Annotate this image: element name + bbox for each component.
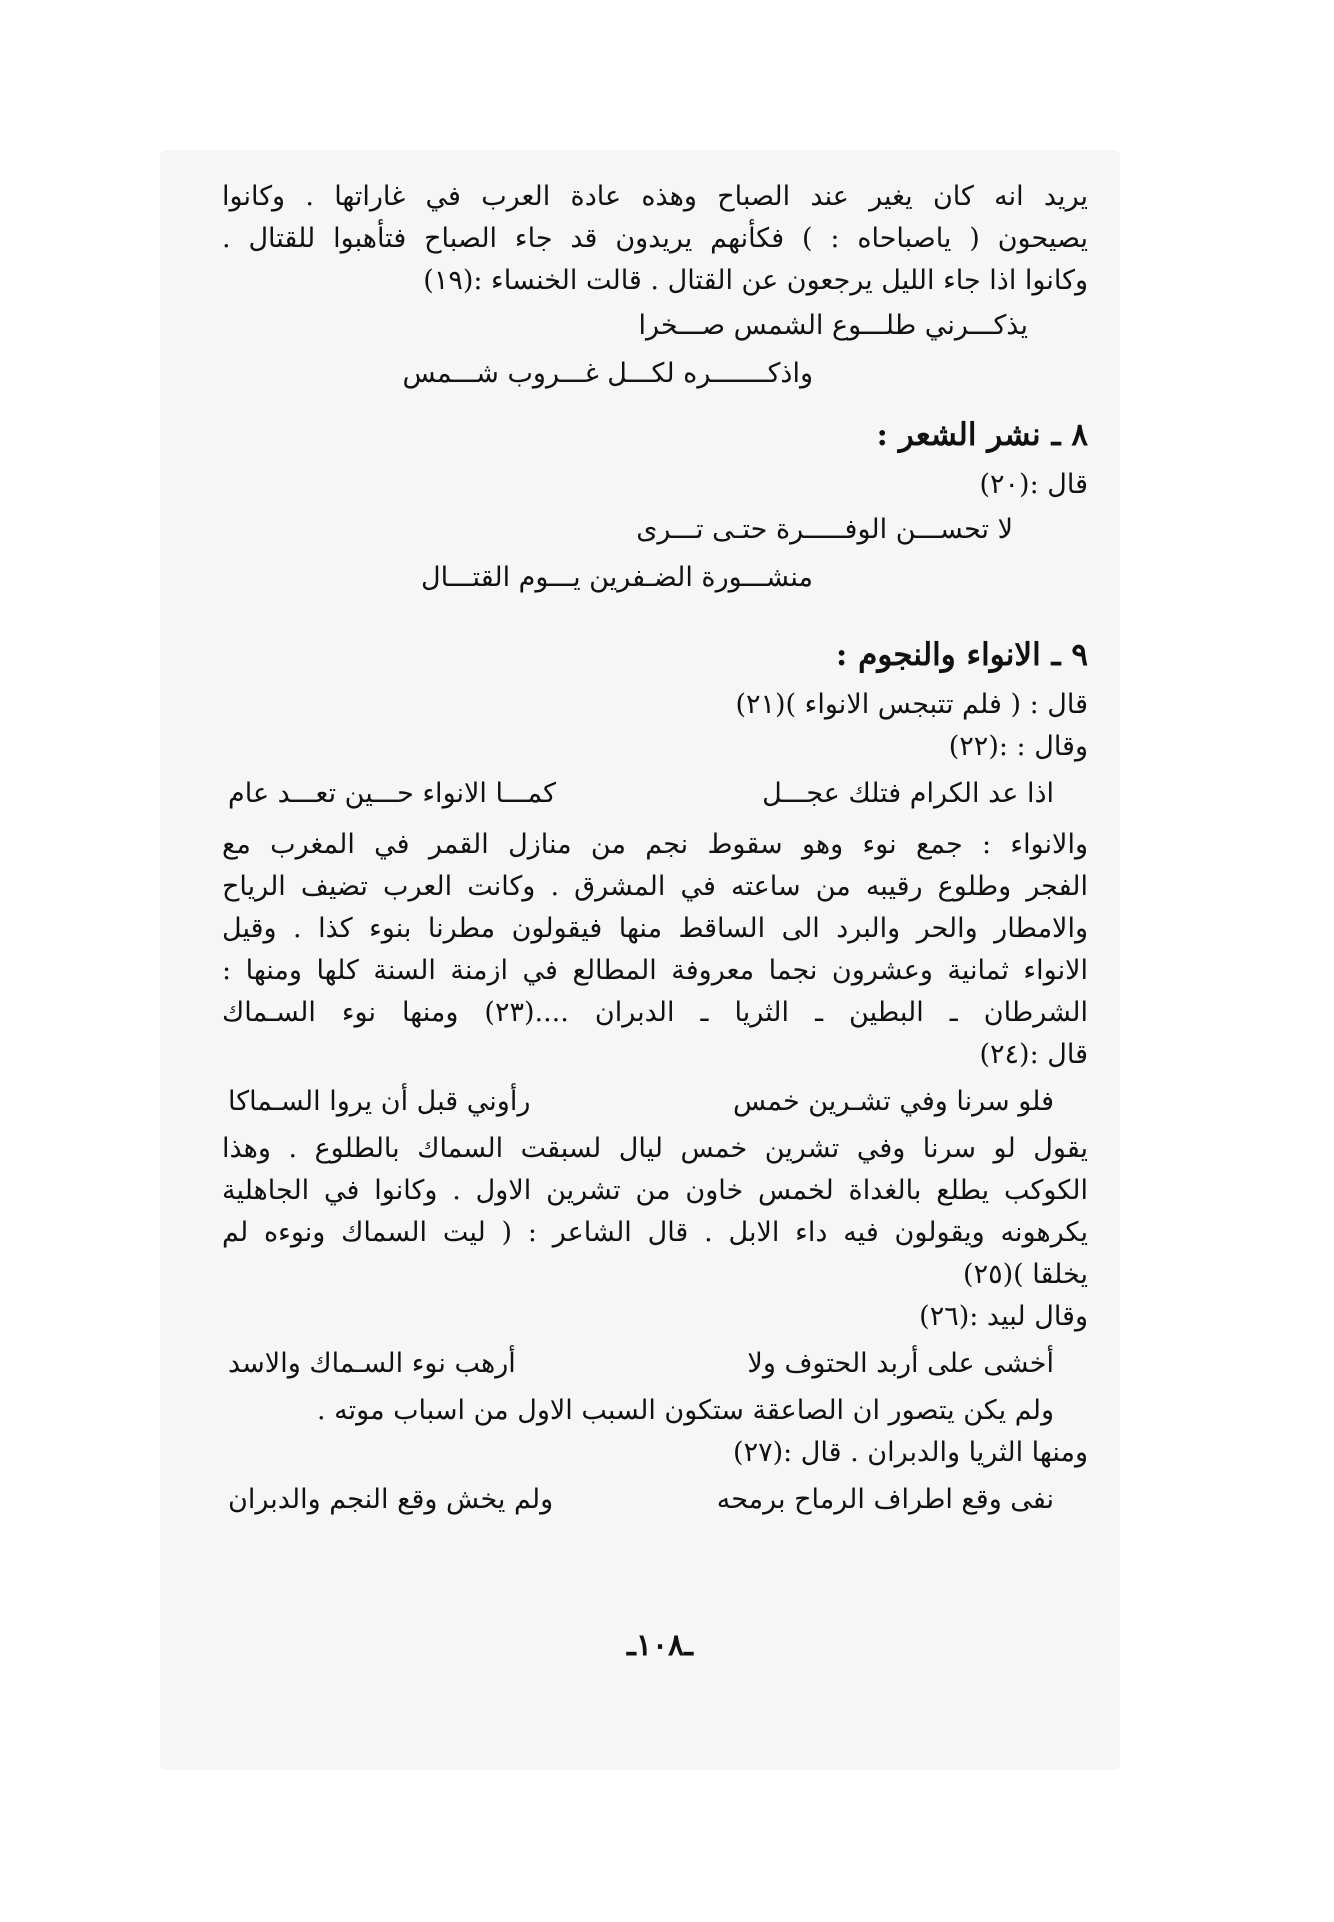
section-8-verse-first: لا تحســـن الوفـــــرة حتـى تـــرى xyxy=(636,514,1013,545)
intro-line-1: يريد انه كان يغير عند الصباح وهذه عادة العرب في غاراتها . وكانوا xyxy=(222,181,1088,212)
section-9-qal-1: قال : ( فلم تتبجس الانواء )(٢١) xyxy=(735,689,1088,720)
paragraph-1-line-1: والانواء : جمع نوء وهو سقوط نجم من منازل القمر في المغرب مع xyxy=(222,829,1088,860)
section-8-heading: ٨ ـ نشر الشعر : xyxy=(876,417,1088,453)
paragraph-3-line-2: ومنها الثريا والدبران . قال :(٢٧) xyxy=(733,1437,1088,1468)
couplet-1-second: كمـــا الانواء حـــين تعـــد عام xyxy=(228,778,556,809)
couplet-1-first: اذا عد الكرام فتلك عجـــل xyxy=(762,778,1054,809)
section-9-heading: ٩ ـ الانواء والنجوم : xyxy=(835,637,1088,673)
section-8-qal: قال :(٢٠) xyxy=(979,469,1088,500)
paragraph-2-line-1: يقول لو سرنا وفي تشرين خمس ليال لسبقت السماك بالطلوع . وهذا xyxy=(222,1133,1088,1164)
couplet-4-second: ولم يخش وقع النجم والدبران xyxy=(228,1484,554,1515)
couplet-3-second: أرهب نوء السـماك والاسد xyxy=(228,1348,516,1379)
couplet-2-first: فلو سرنا وفي تشـرين خمس xyxy=(732,1086,1054,1117)
couplet-3 xyxy=(222,1338,1088,1390)
page-body xyxy=(222,176,1088,1526)
khansa-verse-second: واذكـــــــره لكـــل غـــروب شـــمس xyxy=(402,358,813,389)
intro-line-3: وكانوا اذا جاء الليل يرجعون عن القتال . قالت الخنساء :(١٩) xyxy=(423,265,1088,296)
couplet-3-first: أخشى على أربد الحتوف ولا xyxy=(747,1348,1054,1379)
section-9-qal-2: وقال : :(٢٢) xyxy=(948,731,1088,762)
couplet-2-second: رأوني قبل أن يروا السـماكا xyxy=(228,1086,531,1117)
page-number: ـ١٠٨ـ xyxy=(627,1628,693,1663)
paragraph-1-line-6: قال :(٢٤) xyxy=(979,1039,1088,1070)
section-8-verse-second: منشـــورة الضـفرين يـــوم القتـــال xyxy=(420,562,813,593)
paragraph-2-line-3: يكرهونه ويقولون فيه داء الابل . قال الشاعر : ( ليت السماك ونوءه لم xyxy=(222,1217,1088,1248)
paragraph-3-line-1: ولم يكن يتصور ان الصاعقة ستكون السبب الاول من اسباب موته . xyxy=(316,1395,1054,1426)
couplet-1 xyxy=(222,768,1088,820)
couplet-2 xyxy=(222,1076,1088,1128)
paragraph-1-line-5: الشرطان ـ البطين ـ الثريا ـ الدبران ....(٢٣) ومنها نوء السـماك xyxy=(222,997,1088,1028)
paragraph-1-line-4: الانواء ثمانية وعشرون نجما معروفة المطالع في ازمنة السنة كلها ومنها : xyxy=(222,955,1088,986)
paragraph-2-line-4: يخلقا )(٢٥) xyxy=(963,1259,1088,1290)
paragraph-1-line-2: الفجر وطلوع رقيبه من ساعته في المشرق . وكانت العرب تضيف الرياح xyxy=(222,871,1088,902)
couplet-4 xyxy=(222,1474,1088,1526)
paragraph-1-line-3: والامطار والحر والبرد الى الساقط منها فيقولون مطرنا بنوء كذا . وقيل xyxy=(222,913,1088,944)
couplet-4-first: نفى وقع اطراف الرماح برمحه xyxy=(716,1484,1054,1515)
intro-line-2: يصيحون ( ياصباحاه : ) فكأنهم يريدون قد جاء الصباح فتأهبوا للقتال . xyxy=(222,223,1088,254)
section-9-qal-3: وقال لبيد :(٢٦) xyxy=(919,1301,1088,1332)
khansa-verse-first: يذكـــرني طلـــوع الشمس صـــخرا xyxy=(638,310,1028,341)
paragraph-2-line-2: الكوكب يطلع بالغداة لخمس خاون من تشرين الاول . وكانوا في الجاهلية xyxy=(222,1175,1088,1206)
